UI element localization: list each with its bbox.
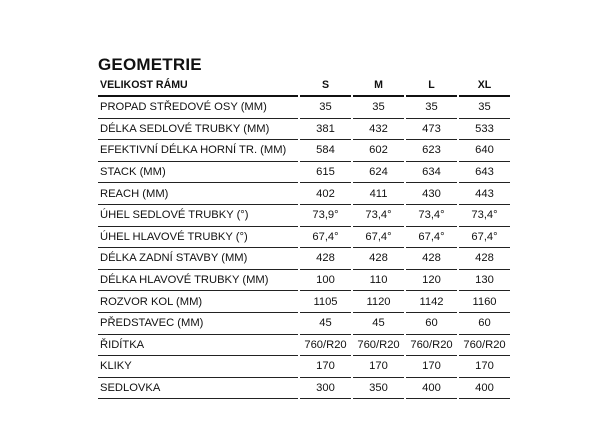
cell-xl: 1160 [459, 291, 510, 313]
row-label: DÉLKA SEDLOVÉ TRUBKY (MM) [98, 119, 298, 141]
column-header-l: L [406, 74, 457, 97]
table-row [98, 335, 510, 357]
cell-l: 623 [406, 140, 457, 162]
cell-xl: 428 [459, 248, 510, 270]
cell-m: 350 [353, 378, 404, 400]
table-header-row [98, 74, 510, 97]
cell-xl: 400 [459, 378, 510, 400]
cell-m: 624 [353, 162, 404, 184]
cell-xl: 640 [459, 140, 510, 162]
table-row [98, 356, 510, 378]
cell-l: 430 [406, 183, 457, 205]
geometry-table [96, 74, 512, 399]
cell-xl: 533 [459, 119, 510, 141]
cell-m: 432 [353, 119, 404, 141]
cell-xl: 73,4° [459, 205, 510, 227]
table-row [98, 378, 510, 400]
cell-s: 73,9° [300, 205, 351, 227]
table-row [98, 227, 510, 249]
cell-s: 1105 [300, 291, 351, 313]
row-label: ÚHEL HLAVOVÉ TRUBKY (°) [98, 227, 298, 249]
cell-s: 170 [300, 356, 351, 378]
cell-m: 35 [353, 97, 404, 119]
cell-xl: 760/R20 [459, 335, 510, 357]
row-label: ÚHEL SEDLOVÉ TRUBKY (°) [98, 205, 298, 227]
row-label: DÉLKA HLAVOVÉ TRUBKY (MM) [98, 270, 298, 292]
cell-xl: 443 [459, 183, 510, 205]
cell-l: 35 [406, 97, 457, 119]
cell-xl: 643 [459, 162, 510, 184]
cell-m: 428 [353, 248, 404, 270]
column-header-frame-size: VELIKOST RÁMU [98, 74, 298, 97]
cell-xl: 35 [459, 97, 510, 119]
cell-l: 1142 [406, 291, 457, 313]
cell-s: 760/R20 [300, 335, 351, 357]
cell-s: 402 [300, 183, 351, 205]
cell-l: 473 [406, 119, 457, 141]
cell-xl: 67,4° [459, 227, 510, 249]
cell-m: 760/R20 [353, 335, 404, 357]
cell-s: 381 [300, 119, 351, 141]
table-row [98, 183, 510, 205]
cell-s: 100 [300, 270, 351, 292]
row-label: KLIKY [98, 356, 298, 378]
row-label: EFEKTIVNÍ DÉLKA HORNÍ TR. (MM) [98, 140, 298, 162]
row-label: SEDLOVKA [98, 378, 298, 400]
page-title: GEOMETRIE [98, 55, 202, 74]
cell-s: 67,4° [300, 227, 351, 249]
row-label: PŘEDSTAVEC (MM) [98, 313, 298, 335]
cell-l: 60 [406, 313, 457, 335]
cell-l: 170 [406, 356, 457, 378]
table-row [98, 140, 510, 162]
cell-m: 110 [353, 270, 404, 292]
cell-s: 428 [300, 248, 351, 270]
cell-l: 760/R20 [406, 335, 457, 357]
table-row [98, 119, 510, 141]
column-header-s: S [300, 74, 351, 97]
table-row [98, 205, 510, 227]
table-row [98, 97, 510, 119]
cell-m: 1120 [353, 291, 404, 313]
table-row [98, 313, 510, 335]
row-label: REACH (MM) [98, 183, 298, 205]
cell-l: 120 [406, 270, 457, 292]
row-label: ROZVOR KOL (MM) [98, 291, 298, 313]
row-label: DÉLKA ZADNÍ STAVBY (MM) [98, 248, 298, 270]
row-label: ŘIDÍTKA [98, 335, 298, 357]
table-row [98, 248, 510, 270]
cell-l: 67,4° [406, 227, 457, 249]
row-label: PROPAD STŘEDOVÉ OSY (MM) [98, 97, 298, 119]
cell-xl: 170 [459, 356, 510, 378]
cell-s: 584 [300, 140, 351, 162]
row-label: STACK (MM) [98, 162, 298, 184]
cell-s: 35 [300, 97, 351, 119]
cell-m: 73,4° [353, 205, 404, 227]
cell-m: 411 [353, 183, 404, 205]
cell-xl: 130 [459, 270, 510, 292]
cell-m: 45 [353, 313, 404, 335]
cell-l: 73,4° [406, 205, 457, 227]
table-row [98, 291, 510, 313]
cell-s: 45 [300, 313, 351, 335]
table-row [98, 270, 510, 292]
column-header-xl: XL [459, 74, 510, 97]
table-row [98, 162, 510, 184]
cell-s: 615 [300, 162, 351, 184]
cell-l: 400 [406, 378, 457, 400]
cell-l: 428 [406, 248, 457, 270]
cell-m: 170 [353, 356, 404, 378]
cell-m: 67,4° [353, 227, 404, 249]
cell-xl: 60 [459, 313, 510, 335]
column-header-m: M [353, 74, 404, 97]
cell-l: 634 [406, 162, 457, 184]
cell-m: 602 [353, 140, 404, 162]
cell-s: 300 [300, 378, 351, 400]
